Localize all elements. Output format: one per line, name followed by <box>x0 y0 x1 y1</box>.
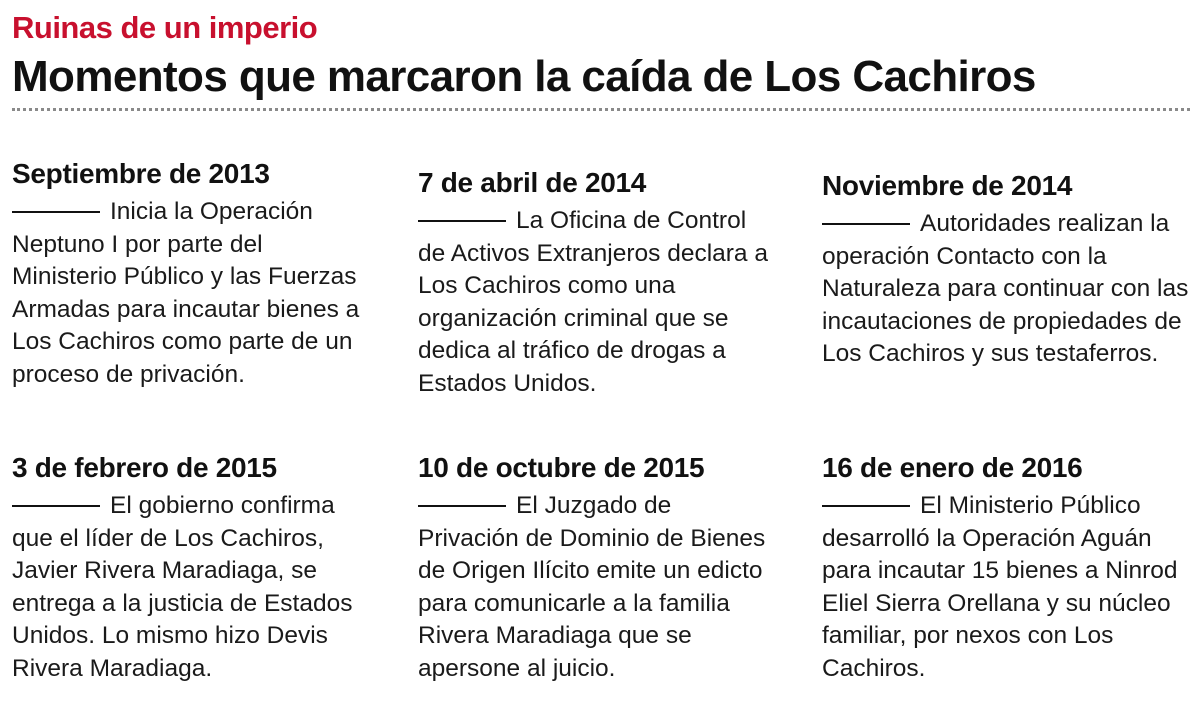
lead-rule <box>822 223 910 225</box>
lead-rule <box>12 211 100 213</box>
entry-text-block <box>12 490 372 685</box>
timeline-entry-2015-10 <box>418 452 778 685</box>
entry-date: 10 de octubre de 2015 <box>418 452 705 483</box>
timeline-entry-2014-11 <box>822 170 1192 371</box>
entry-text-block <box>822 208 1192 371</box>
dotted-divider <box>12 108 1190 111</box>
timeline-entry-2013-09 <box>12 158 372 391</box>
entry-text-block <box>822 490 1192 685</box>
entry-date: 3 de febrero de 2015 <box>12 452 277 483</box>
lead-rule <box>418 505 506 507</box>
entry-text: Inicia la Operación Neptuno I por parte del Ministerio Público y las Fuerzas Armadas para incautar bienes a Los Cachiros como parte de un proceso de privación. <box>12 198 360 388</box>
lead-rule <box>12 505 100 507</box>
entry-text-block <box>418 205 778 400</box>
entry-text-block <box>12 196 372 391</box>
entry-date: 7 de abril de 2014 <box>418 167 647 198</box>
entry-text: El Juzgado de Privación de Dominio de Bienes de Origen Ilícito emite un edicto para comunicarle a la familia Rivera Maradiaga que se apersone al juicio. <box>418 492 766 682</box>
timeline-entry-2015-02 <box>12 452 372 685</box>
entry-text: El gobierno confirma que el líder de Los Cachiros, Javier Rivera Maradiaga, se entrega a la justicia de Estados Unidos. Lo mismo hizo Devis Rivera Maradiaga. <box>12 492 353 682</box>
lead-rule <box>822 505 910 507</box>
entry-text: Autoridades realizan la operación Contacto con la Naturaleza para continuar con las incautaciones de propiedades de Los Cachiros y sus testaferros. <box>822 210 1189 367</box>
entry-text: El Ministerio Público desarrolló la Operación Aguán para incautar 15 bienes a Ninrod Eliel Sierra Orellana y su núcleo familiar, por nexos con Los Cachiros. <box>822 492 1178 682</box>
entry-date: 16 de enero de 2016 <box>822 452 1083 483</box>
page-title: Momentos que marcaron la caída de Los Cachiros <box>12 52 1036 101</box>
entry-date: Noviembre de 2014 <box>822 170 1073 201</box>
timeline-entry-2014-04 <box>418 167 778 400</box>
timeline-entry-2016-01 <box>822 452 1192 685</box>
lead-rule <box>418 220 506 222</box>
entry-text: La Oficina de Control de Activos Extranjeros declara a Los Cachiros como una organización criminal que se dedica al tráfico de drogas a Estados Unidos. <box>418 207 768 397</box>
section-kicker: Ruinas de un imperio <box>12 10 318 45</box>
entry-text-block <box>418 490 778 685</box>
entry-date: Septiembre de 2013 <box>12 158 270 189</box>
